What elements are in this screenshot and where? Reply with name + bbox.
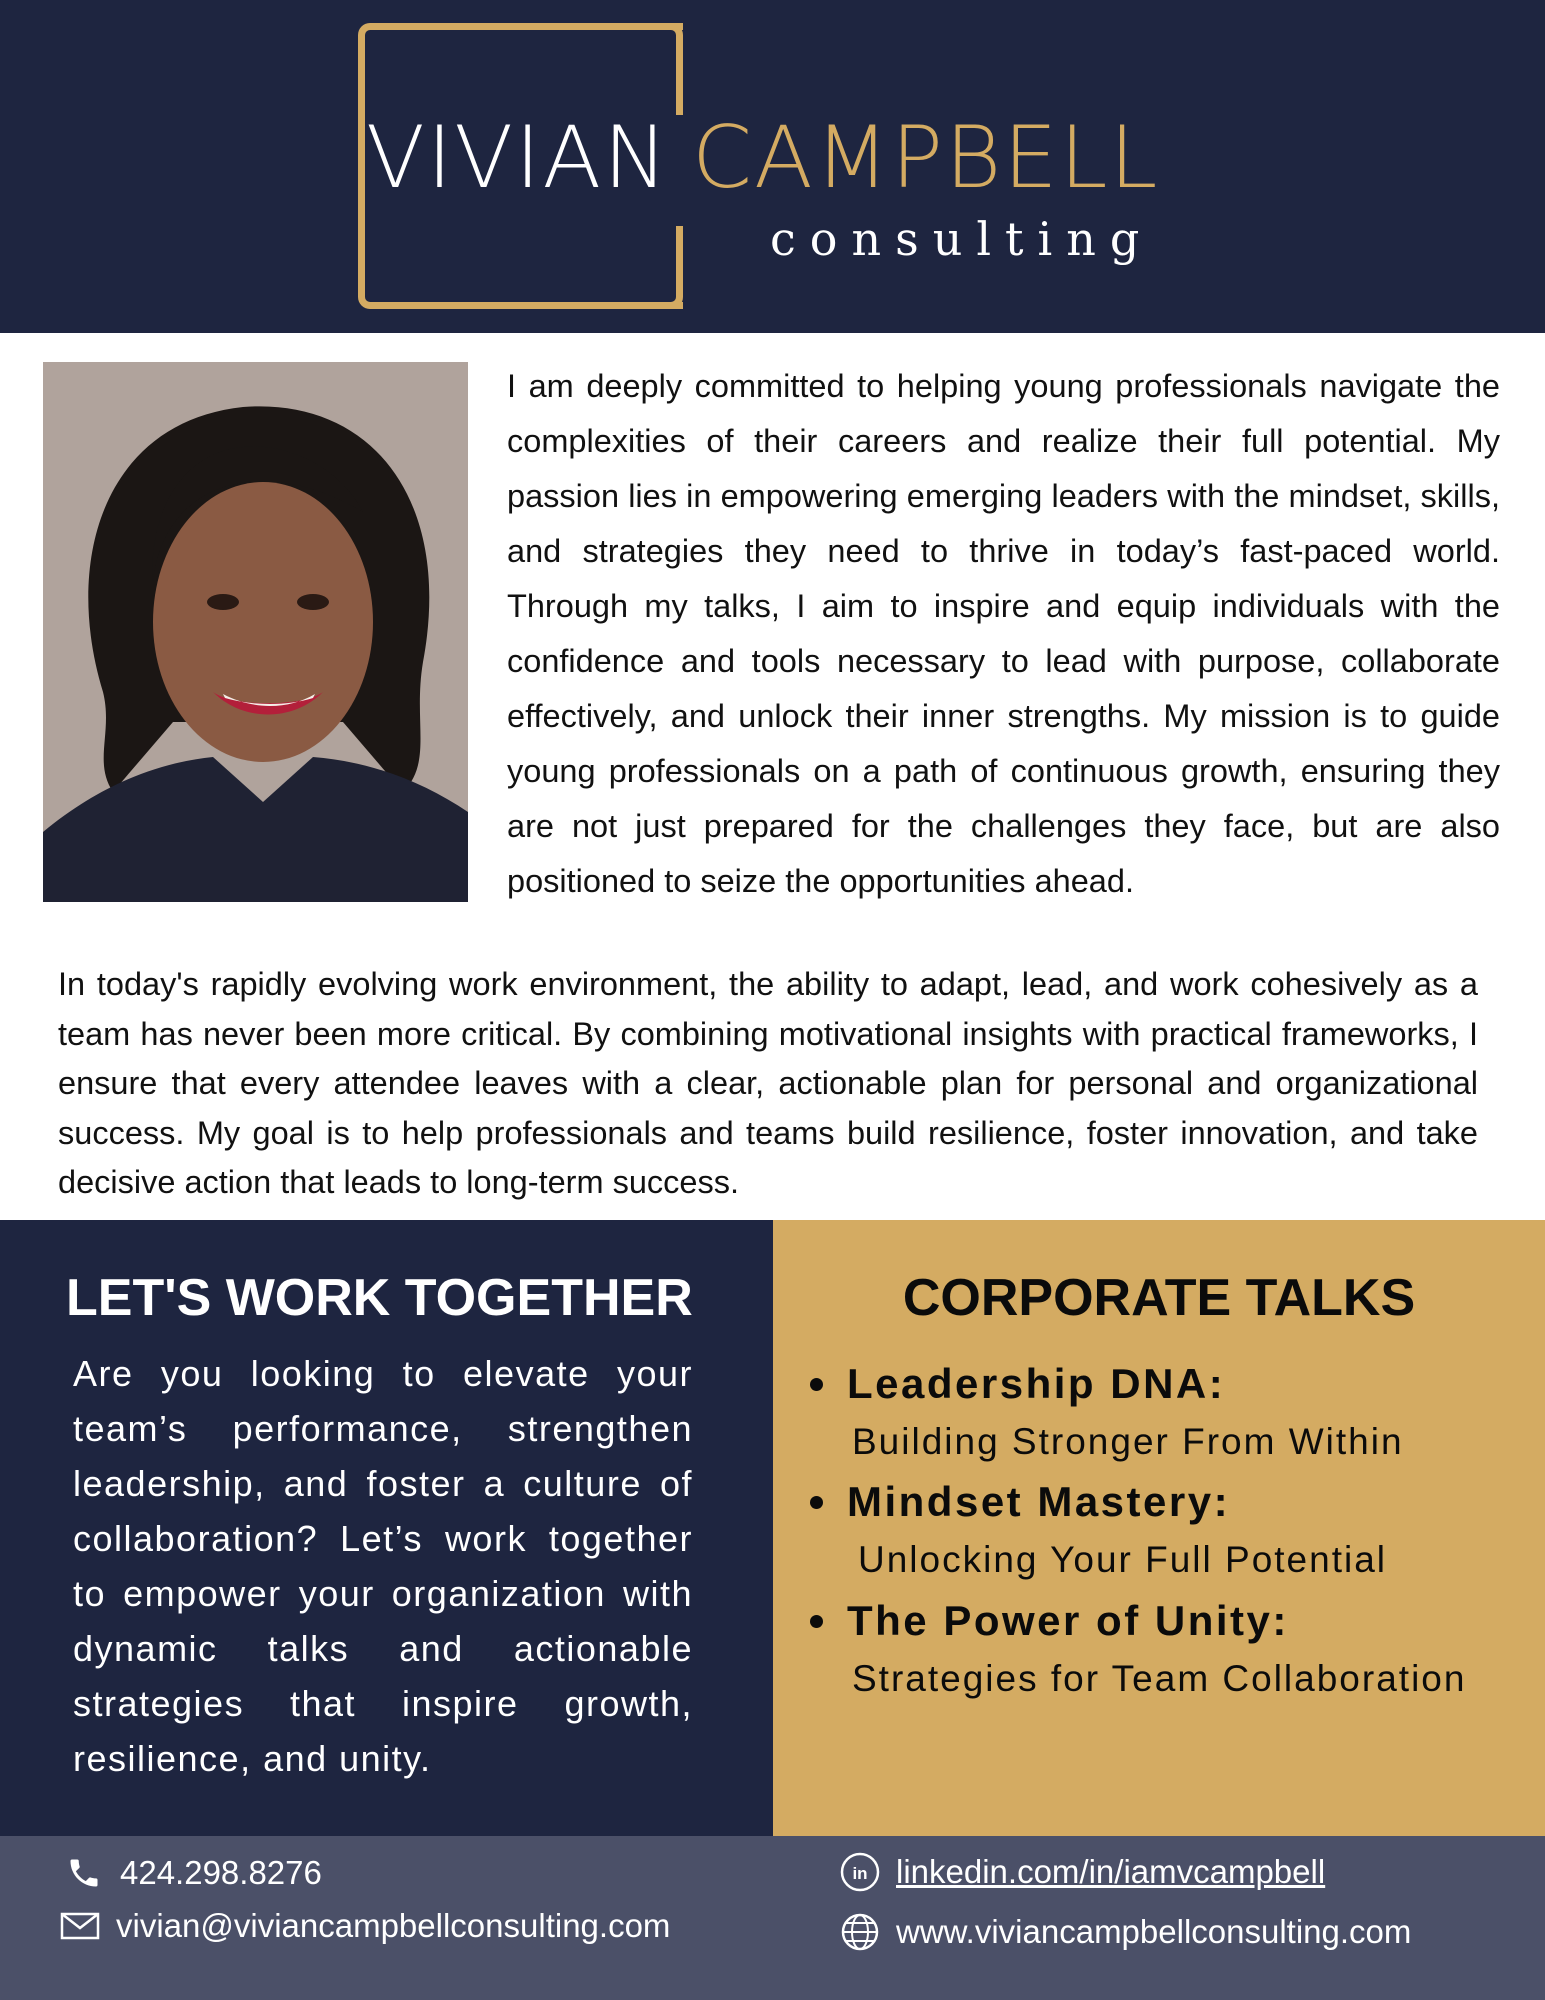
logo-frame-corner — [640, 23, 683, 115]
phone-number[interactable]: 424.298.8276 — [120, 1854, 322, 1891]
phone-icon — [64, 1853, 104, 1893]
portrait-illustration — [43, 362, 468, 902]
linkedin-link[interactable]: linkedin.com/in/iamvcampbell — [896, 1853, 1326, 1890]
linkedin-contact[interactable] — [840, 1852, 1325, 1892]
corporate-talks-title: CORPORATE TALKS — [902, 1269, 1416, 1327]
work-together-title: LET'S WORK TOGETHER — [66, 1269, 693, 1327]
mail-icon — [60, 1906, 100, 1946]
talk-title: The Power of Unity: — [847, 1597, 1289, 1644]
linkedin-icon — [840, 1852, 880, 1892]
talk-subtitle: Building Stronger From Within — [852, 1421, 1404, 1462]
talk-item — [810, 1478, 1510, 1580]
logo-frame-corner — [640, 226, 683, 309]
talk-item — [810, 1360, 1510, 1462]
bullet-icon — [810, 1378, 823, 1391]
logo-subtitle: consulting — [770, 212, 1154, 266]
bullet-icon — [810, 1615, 823, 1628]
talk-title: Mindset Mastery: — [847, 1478, 1231, 1525]
logo-first-name: VIVIAN — [366, 108, 670, 208]
header-banner — [0, 0, 1545, 333]
talk-item — [810, 1597, 1510, 1699]
work-together-text: Are you looking to elevate your team’s performance, strengthen leadership, and foster a culture of collaboration? Let’s work together to empower your organization with dynamic talks and actionable strategies that inspire growth, resilience, and unity. — [73, 1353, 693, 1779]
portrait-photo — [43, 362, 468, 902]
talk-title: Leadership DNA: — [847, 1360, 1226, 1407]
logo-last-name: CAMPBELL — [692, 108, 1160, 208]
website-link[interactable]: www.viviancampbellconsulting.com — [896, 1913, 1412, 1950]
globe-icon — [840, 1912, 880, 1952]
email-contact[interactable] — [60, 1906, 670, 1946]
talk-subtitle: Unlocking Your Full Potential — [858, 1539, 1388, 1580]
bullet-icon — [810, 1496, 823, 1509]
phone-contact[interactable] — [64, 1853, 322, 1893]
body-paragraph: In today's rapidly evolving work environment, the ability to adapt, lead, and work cohesively as a team has never been more critical. By combining motivational insights with practical frameworks, I ensure that every attendee leaves with a clear, actionable plan for personal and organizational success. My goal is to help professionals and teams build resilience, foster innovation, and take decisive action that leads to long-term success. — [58, 966, 1478, 1200]
talk-subtitle: Strategies for Team Collaboration — [852, 1658, 1467, 1699]
svg-text:in: in — [852, 1864, 868, 1883]
website-contact[interactable] — [840, 1912, 1411, 1952]
email-address[interactable]: vivian@viviancampbellconsulting.com — [116, 1907, 671, 1944]
intro-paragraph: I am deeply committed to helping young professionals navigate the complexities of their careers and realize their full potential. My passion lies in empowering emerging leaders with the mindset, skills, and strategies they need to thrive in today’s fast-paced world. Through my talks, I aim to inspire and equip individuals with the confidence and tools necessary to lead with purpose, collaborate effectively, and unlock their inner strengths. My mission is to guide young professionals on a path of continuous growth, ensuring they are not just prepared for the challenges they face, but are also positioned to seize the opportunities ahead. — [507, 368, 1500, 899]
